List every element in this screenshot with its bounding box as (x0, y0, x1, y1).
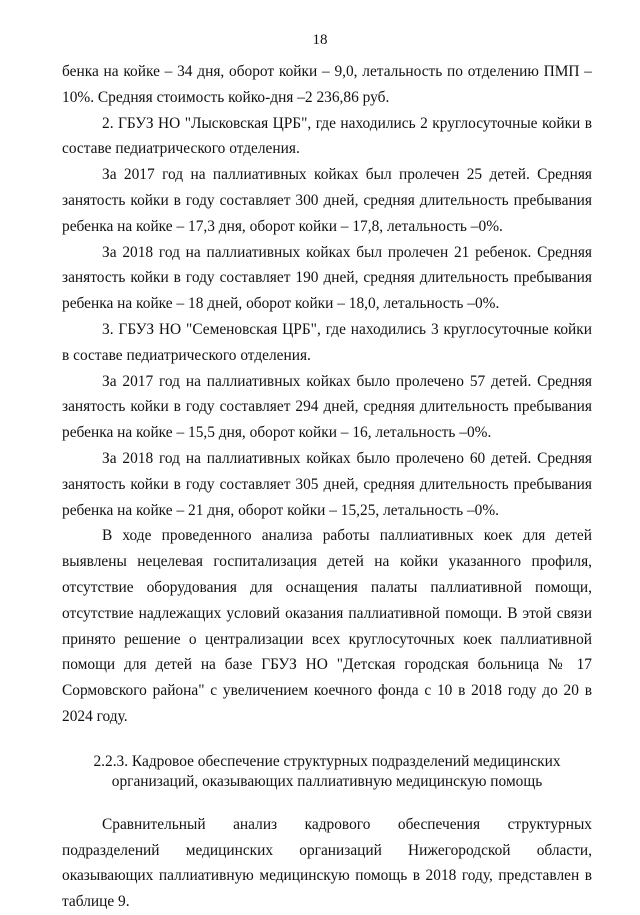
page-number: 18 (312, 32, 328, 48)
paragraph-lyskovskaya-hospital: 2. ГБУЗ НО "Лысковская ЦРБ", где находились 2 круглосуточные койки в составе педиатрического отделения. (62, 114, 592, 158)
section-heading (62, 752, 592, 792)
document-body (62, 59, 592, 915)
spacer (62, 792, 592, 812)
paragraph-analysis-conclusion: В ходе проведенного анализа работы паллиативных коек для детей выявлены нецелевая госпитализация детей на койки указанного профиля, отсутствие оборудования для оснащения палаты паллиативной помощи, отсутствие надлежащих условий оказания паллиативной помощи. В этой связи принято решение о централизации всех круглосуточных коек паллиативной помощи для детей на базе ГБУЗ НО "Детская городская больница № 17 Сормовского района" с увеличением коечного фонда с 10 в 2018 году до 20 в 2024 году. (62, 527, 592, 725)
paragraph-staffing-analysis: Сравнительный анализ кадрового обеспечения структурных подразделений медицинских организаций Нижегородской области, оказывающих паллиативную медицинскую помощь в 2018 году, представлен в таблице 9. (62, 815, 592, 911)
section-heading-line-2: организаций, оказывающих паллиативную медицинскую помощь (111, 772, 543, 790)
paragraph-semenovskaya-hospital: 3. ГБУЗ НО "Семеновская ЦРБ", где находились 3 круглосуточные койки в составе педиатрического отделения. (62, 320, 592, 364)
paragraph-lyskovskaya-2017: За 2017 год на паллиативных койках был пролечен 25 детей. Средняя занятость койки в году составляет 300 дней, средняя длительность пребывания ребенка на койке – 17,3 дня, оборот койки – 17,8, летальность –0%. (62, 166, 592, 235)
paragraph-lyskovskaya-2018: За 2018 год на паллиативных койках был пролечен 21 ребенок. Средняя занятость койки в году составляет 190 дней, средняя длительность пребывания ребенка на койке – 18 дней, оборот койки – 18,0, летальность –0%. (62, 243, 592, 313)
section-heading-line-1: 2.2.3. Кадровое обеспечение структурных подразделений медицинских (93, 752, 561, 770)
paragraph-continued: бенка на койке – 34 дня, оборот койки – 9,0, летальность по отделению ПМП – 10%. Средняя стоимость койко-дня –2 236,86 руб. (62, 63, 592, 106)
paragraph-semenovskaya-2017: За 2017 год на паллиативных койках было пролечено 57 детей. Средняя занятость койки в году составляет 294 дней, средняя длительность пребывания ребенка на койке – 15,5 дня, оборот койки – 16, летальность –0%. (62, 372, 592, 442)
paragraph-semenovskaya-2018: За 2018 год на паллиативных койках было пролечено 60 детей. Средняя занятость койки в году составляет 305 дней, средняя длительность пребывания ребенка на койке – 21 дня, оборот койки – 15,25, летальность –0%. (62, 449, 592, 519)
